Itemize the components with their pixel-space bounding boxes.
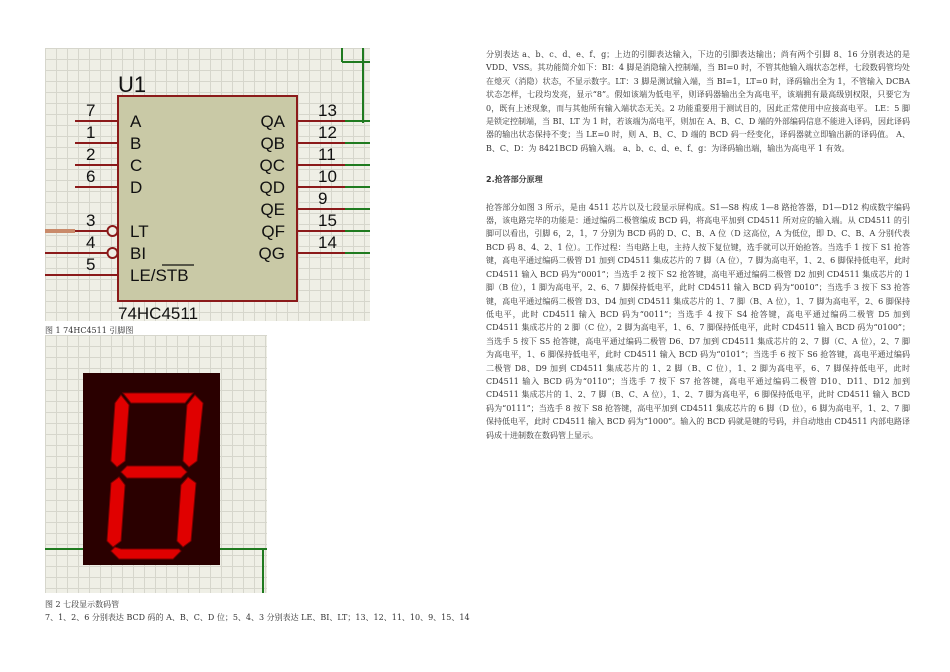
pin-number: 2	[86, 145, 96, 164]
figure-1-pinout	[45, 48, 370, 321]
segment-a	[123, 393, 193, 403]
pin-number: 11	[318, 145, 336, 164]
function-description-paragraph: 分别表达 a、b、c、d、e、f、g；上边的引脚表达输入，下边的引脚表达输出；尚有两个引脚 8、16 分别表达的是 VDD、VSS。其功能简介如下：BI：4 脚是消隐输入控制端，当 BI=0 时，不管其他输入端状态怎样，七段数码管均处在熄灭（消隐）状态，不显示数字。LT：3 脚是测试输入端，当 BI=1，LT=0 时，译码输出全为 1，不管输入 DCBA 状态怎样，七段均发亮，显示“8”。假如该端为低电平，则译码器输出全为高电平，该端拥有最高级别权限，只要它为 0，既有上述现象，而与其他所有输入端状态无关。2 功能重要用于测试目的，因此正常使用中应接高电平。 LE：5 脚是锁定控制端，当 BI、LT 为 1 时，若该端为高电平，则加在 A、B、C、D 端的外部编码信息不能进入译码，因此译码器的输出状态保持不变；当 LE=0 时，则 A、B、C、D 端的 BCD 码一经变化，译码器就立即输出新的译码值。 A、B、C、D：为 8421BCD 码输入端。 a、b、c、d、e、f、g：为译码输出端，输出为高电平 1 有效。	[486, 50, 910, 153]
segment-d	[111, 547, 181, 559]
lt-bubble	[108, 226, 118, 236]
pin-number: 7	[86, 101, 96, 120]
chip-ref: U1	[118, 72, 147, 97]
figure-2-seven-segment	[45, 335, 267, 593]
pin-label: LT	[130, 222, 149, 241]
pin-number: 6	[86, 167, 96, 186]
pin-number: 9	[318, 189, 328, 208]
pin-number: 13	[318, 101, 337, 120]
pin-label: QB	[260, 134, 285, 153]
chip-schematic	[45, 48, 370, 321]
pin-label: QE	[260, 200, 285, 219]
pin-label: D	[130, 178, 143, 197]
bi-bubble	[108, 248, 118, 258]
pin-number: 1	[86, 123, 96, 142]
pin-label: C	[130, 156, 143, 175]
chip-name: 74HC4511	[118, 304, 199, 321]
figure-2-caption: 图 2 七段显示数码管	[45, 600, 120, 609]
section-heading: 2.抢答部分原理	[486, 175, 543, 185]
pin-number: 12	[318, 123, 337, 142]
pin-label: BI	[130, 244, 147, 263]
segment-g	[121, 466, 187, 478]
pin-label: LE/STB	[130, 266, 189, 285]
pin-label: B	[130, 134, 142, 153]
pin-label: A	[130, 112, 142, 131]
pin-number: 10	[318, 167, 337, 186]
figure-1-caption: 图 1 74HC4511 引脚图	[45, 326, 134, 335]
pin-label: QF	[261, 222, 285, 241]
pin-number: 15	[318, 211, 337, 230]
pin-label: QD	[259, 178, 285, 197]
pin-number: 4	[86, 233, 96, 252]
pin-number: 5	[86, 255, 96, 274]
pin-description-note: 7、1、2、6 分别表达 BCD 码的 A、B、C、D 位；5、4、3 分别表达 LE、BI、LT；13、12、11、10、9、15、14	[45, 613, 470, 622]
seven-segment-display	[45, 335, 267, 593]
pin-label: QC	[259, 156, 285, 175]
pin-number: 3	[86, 211, 96, 230]
pin-label: QA	[260, 112, 285, 131]
principle-paragraph: 抢答部分如图 3 所示，是由 4511 芯片以及七段显示屏构成。S1—S8 构成 1—8 路抢答器，D1—D12 构成数字编码器，该电路完毕的功能是：通过编码二极管编成 BCD 码，将高电平加到 CD4511 所对应的输入端。从 CD4511 的引脚可以看出，引脚 6，2，1，7 分别为 BCD 码的 D、C、B、A 位（D 这高位，A 为低位，即 D、C、B、A 分别代表 BCD 码 8、4、2、1 位）。工作过程：当电路上电，主持人按下复位键，选手就可以开始抢答。当选手 1 按下 S1 抢答键，高电平通过编码二极管 D1 加到 CD4511 集成芯片的 7 脚（A 位），7 脚为高电平，1、2、6 脚保持低电平，此时 CD4511 输入 BCD 码为“0001”；当选手 2 按下 S2 抢答键，高电平通过编码二极管 D2 加到 CD4511 集成芯片的 1 脚（B 位），1 脚为高电平，2、6、7 脚保持低电平，此时 CD4511 输入 BCD 码为“0010”；当选手 3 按下 S3 抢答键，高电平通过编码二极管 D3、D4 加到 CD4511 集成芯片的 1、7 脚（B、A 位），1、7 脚为高电平，2、6 脚保持低电平，此时 CD4511 输入 BCD 码为“0011”；当选手 4 按下 S4 抢答键，高电平通过编码二极管 D5 加到 CD4511 集成芯片的 2 脚（C 位），2 脚为高电平，1、6、7 脚保持低电平，此时 CD4511 输入 BCD 码为“0100”；当选手 5 按下 S5 抢答键，高电平通过编码二极管 D6、D7 加到 CD4511 集成芯片的 2、7 脚（C、A 位），2、7 脚为高电平，1、6 脚保持低电平，此时 CD4511 输入 BCD 码为“0101”；当选手 6 按下 S6 抢答键，高电平通过编码二极管 D8、D9 加到 CD4511 集成芯片的 1、2 脚（B、C 位），1、2 脚为高电平，6、7 脚保持低电平，此时 CD4511 输入 BCD 码为“0110”；当选手 7 按下 S7 抢答键，高电平通过编码二极管 D10、D11、D12 加到 CD4511 集成芯片的 1、2、7 脚（B、C、A 位），1、2、7 脚为高电平，6 脚保持低电平，此时 CD4511 输入 BCD 码为“0111”；当选手 8 按下 S8 抢答键，高电平加到 CD4511 集成芯片的 6 脚（D 位），6 脚为高电平，1、2、7 脚保持低电平，此时 CD4511 输入 BCD 码为“1000”。输入的 BCD 码就是键的号码，并自动地由 CD4511 内部电路译码成十进制数在数码管上显示。	[486, 202, 911, 440]
pin-label: QG	[258, 244, 285, 263]
pin-number: 14	[318, 233, 337, 252]
right-column	[486, 48, 910, 442]
